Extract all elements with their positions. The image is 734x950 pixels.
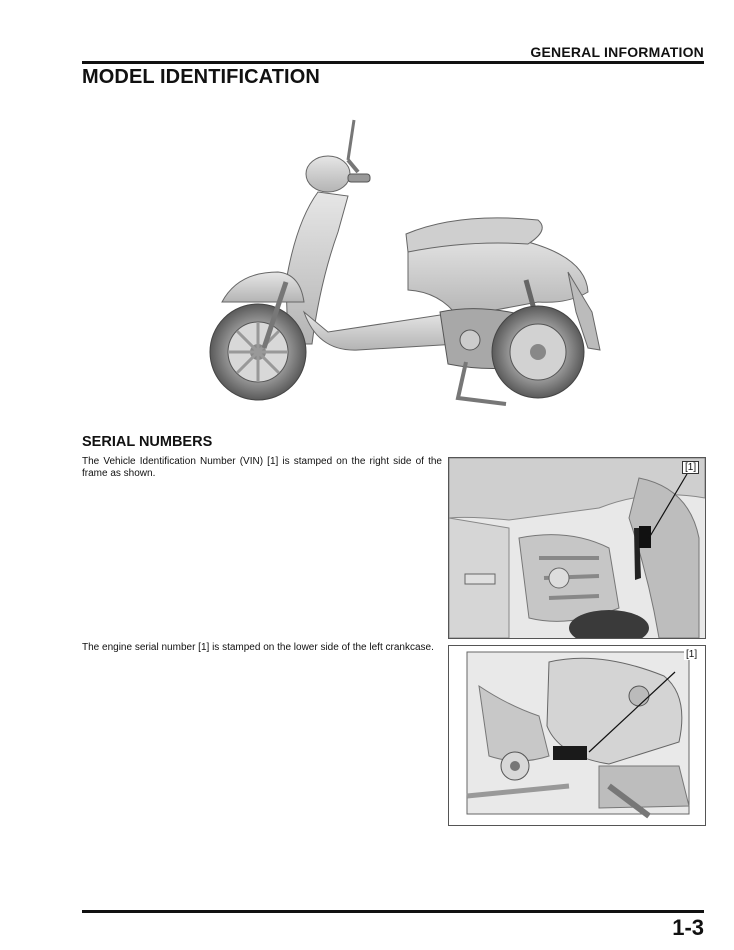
- engine-serial-paragraph: The engine serial number [1] is stamped on the lower side of the left crankcase.: [82, 642, 434, 653]
- scooter-illustration: [208, 112, 606, 412]
- vin-location-photo: [448, 457, 706, 639]
- callout-engine-serial: [1]: [686, 649, 698, 660]
- scooter-drawing: [208, 112, 606, 412]
- section-header: GENERAL INFORMATION: [530, 44, 704, 60]
- vin-paragraph: The Vehicle Identification Number (VIN) [1] is stamped on the right side of the frame as shown.: [82, 456, 442, 479]
- page-number: 1-3: [672, 915, 704, 940]
- callout-vin: [1]: [682, 461, 699, 474]
- section-heading-serial-numbers: SERIAL NUMBERS: [82, 434, 213, 450]
- engine-serial-location-photo: [448, 645, 706, 826]
- frame-drawing: [449, 458, 705, 638]
- footer-rule: [82, 910, 704, 913]
- header-rule: [82, 61, 704, 64]
- page-title: MODEL IDENTIFICATION: [82, 66, 320, 88]
- crankcase-drawing: [449, 646, 705, 825]
